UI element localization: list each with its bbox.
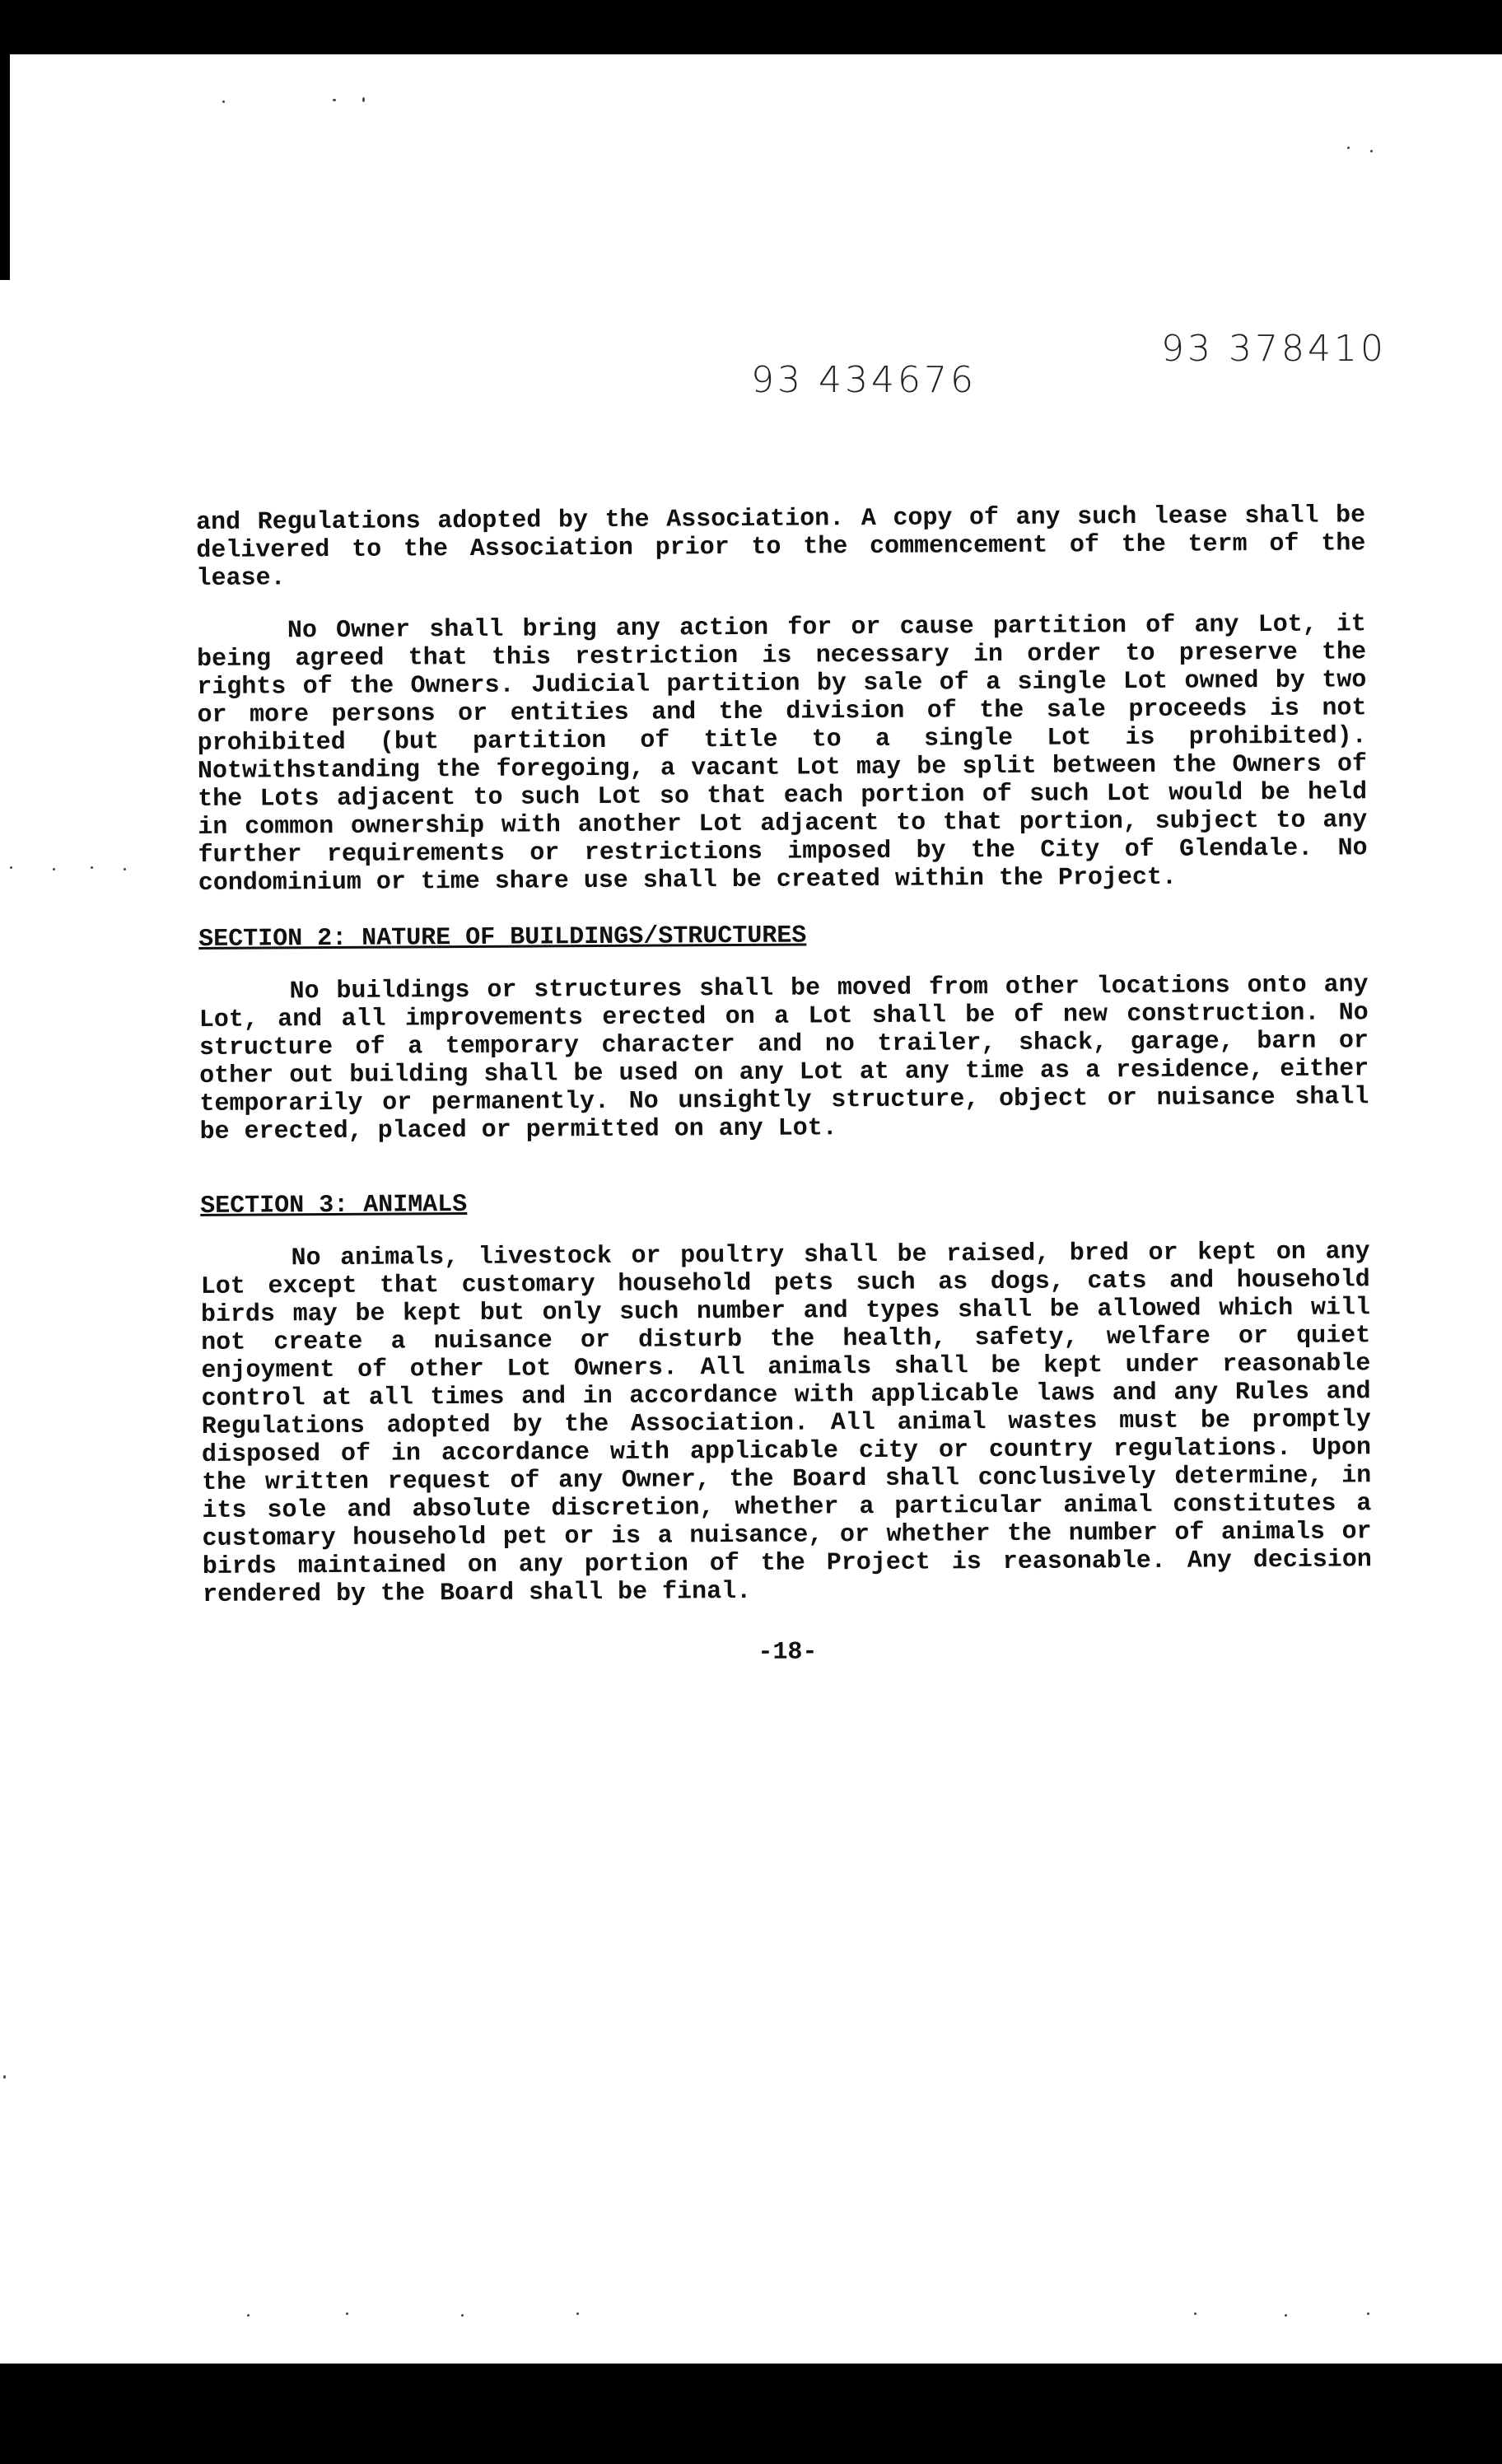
scan-speck xyxy=(247,2314,250,2317)
scan-speck xyxy=(1347,147,1350,149)
section-3-body: No animals, livestock or poultry shall be raised, bred or kept on any Lot except that customary household pets such as dogs, cats and household birds may be kept but only such number and types shall be allowed which will not create a nuisance or disturb the health, safety, welfare or quiet enjoyment of other Lot Owners. All animals shall be kept under reasonable control at all times and in accordance with applicable laws and any Rules and Regulations adopted by the Association. All animal wastes must be promptly disposed of in accordance with applicable city or country regulations. Upon the written request of any Owner, the Board shall conclusively determine, in its sole and absolute discretion, whether a particular animal constitutes a customary household pet or is a nuisance, or whether the number of animals or birds maintained on any portion of the Project is reasonable. Any decision rendered by the Board shall be final. xyxy=(200,1238,1372,1609)
document-number-stamp-secondary: 93 434676 xyxy=(751,359,977,401)
scan-border-top xyxy=(0,0,1502,54)
scan-speck xyxy=(362,97,365,102)
scan-speck xyxy=(91,866,93,869)
scan-speck xyxy=(124,868,126,870)
scan-speck xyxy=(333,99,336,101)
section-2-body: No buildings or structures shall be moved from other locations onto any Lot, and all improvements erected on a Lot shall be of new construction. No structure of a temporary character and no trailer, shack, garage, barn or other out building shall be used on any Lot at any time as a residence, either temporarily or permanently. No unsightly structure, object or nuisance shall be erected, placed or permitted on any Lot. xyxy=(198,971,1369,1146)
section-3-heading: SECTION 3: ANIMALS xyxy=(200,1191,468,1220)
paragraph-partition: No Owner shall bring any action for or cause partition of any Lot, it being agreed that this restriction is necessary in order to preserve the rights of the Owners. Judicial partition by sale of a single Lot owned by two or more persons or entities and the division of the sale proceeds is not prohibited (but partition of title to a single Lot is prohibited). Notwithstanding the foregoing, a vacant Lot may be split between the Owners of the Lots adjacent to such Lot so that each portion of such Lot would be held in common ownership with another Lot adjacent to that portion, subject to any further requirements or restrictions imposed by the City of Glendale. No condominium or time share use shall be created within the Project. xyxy=(197,610,1368,898)
scan-border-bottom xyxy=(0,2364,1502,2464)
paragraph-lease-delivery: and Regulations adopted by the Association. A copy of any such lease shall be delivered to the Association prior to the commencement of the term of the lease. xyxy=(196,502,1366,593)
scan-speck xyxy=(576,2312,579,2315)
scan-speck xyxy=(1367,2312,1369,2315)
document-body xyxy=(196,502,1373,1695)
scan-speck xyxy=(3,2075,6,2079)
page-number: -18- xyxy=(758,1638,818,1667)
section-2-heading: SECTION 2: NATURE OF BUILDINGS/STRUCTURES xyxy=(198,922,807,954)
scan-speck xyxy=(461,2314,464,2317)
scan-border-left xyxy=(0,0,10,280)
scan-speck xyxy=(1285,2314,1287,2317)
scan-speck xyxy=(346,2312,348,2315)
scan-speck xyxy=(53,868,55,870)
scan-speck xyxy=(1194,2312,1196,2315)
scan-speck xyxy=(10,866,12,869)
document-number-stamp: 93 378410 xyxy=(1161,328,1387,370)
scan-speck xyxy=(222,100,225,103)
scan-speck xyxy=(1370,150,1373,152)
